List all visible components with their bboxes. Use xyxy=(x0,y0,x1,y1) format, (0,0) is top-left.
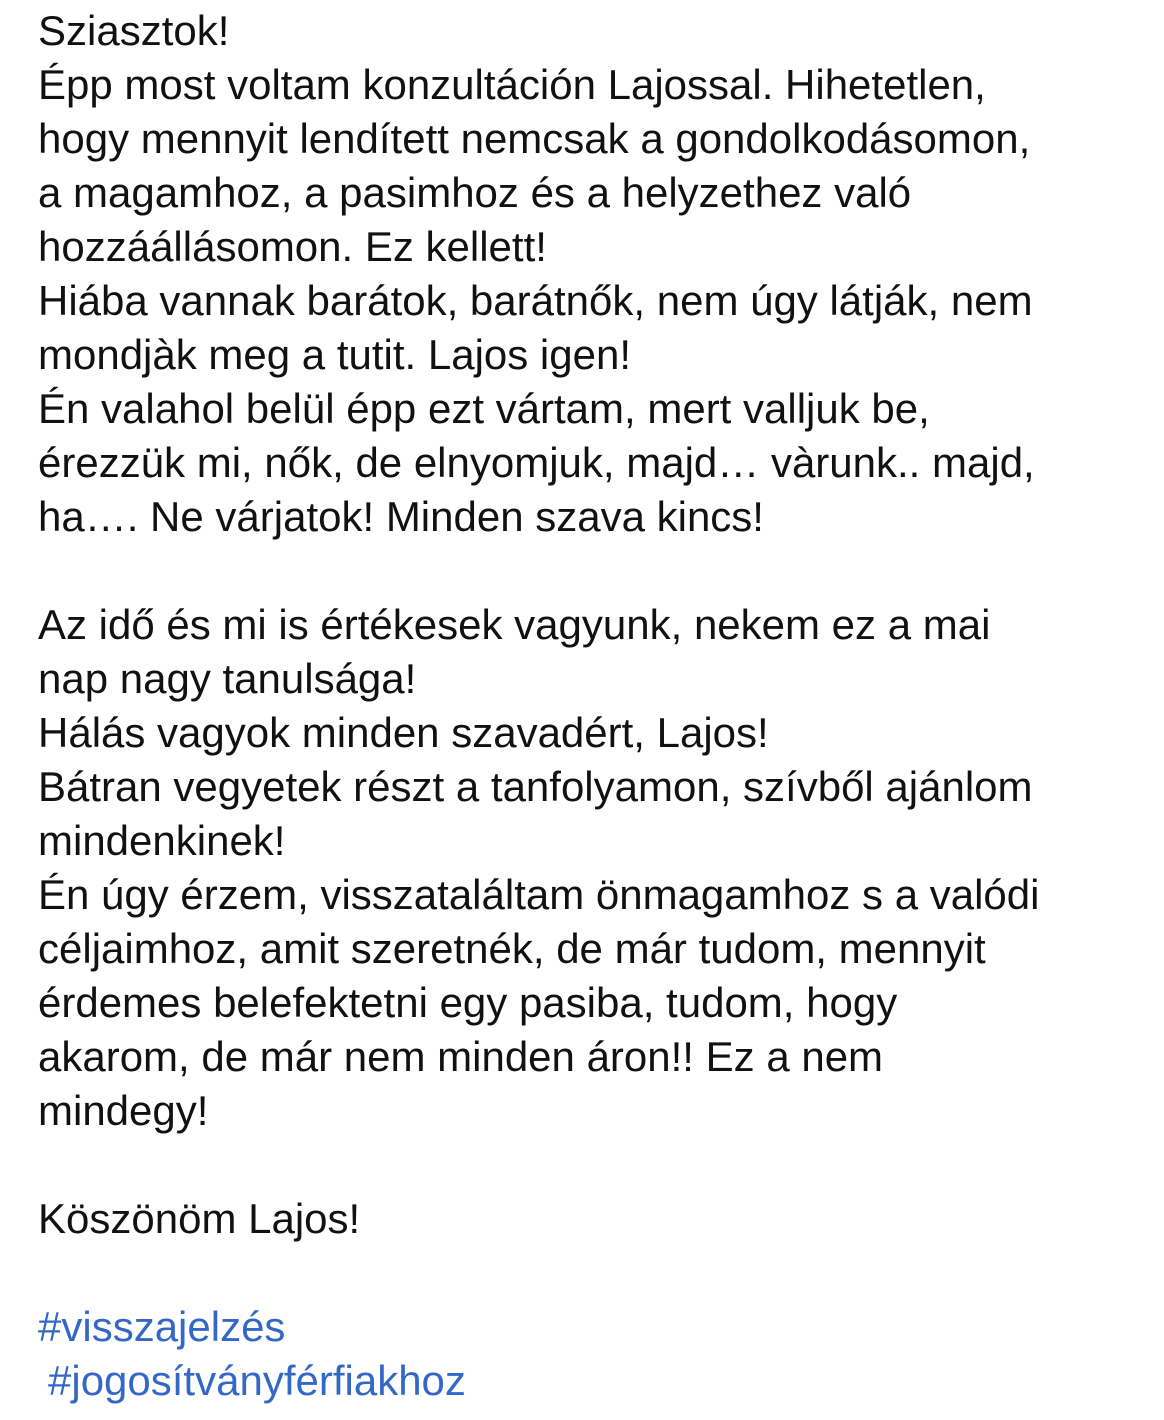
hashtag-link[interactable]: #jogosítványférfiakhoz xyxy=(48,1357,466,1404)
paragraph-1 xyxy=(38,58,1148,544)
text-line: Bátran vegyetek részt a tanfolyamon, szívből ajánlom xyxy=(38,763,1033,810)
text-line: mindegy! xyxy=(38,1087,209,1134)
text-line: Az idő és mi is értékesek vagyunk, nekem ez a mai xyxy=(38,601,991,648)
paragraph-gap xyxy=(38,544,1148,598)
text-line: Én úgy érzem, visszataláltam önmagamhoz s a valódi xyxy=(38,871,1040,918)
text-line: nap nagy tanulsága! xyxy=(38,655,417,702)
text-line: Hálás vagyok minden szavadért, Lajos! xyxy=(38,709,769,756)
post-body xyxy=(38,4,1148,1408)
text-line: hogy mennyit lendített nemcsak a gondolkodásomon, xyxy=(38,115,1031,162)
paragraph-gap xyxy=(38,1246,1148,1300)
text-line: ha…. Ne várjatok! Minden szava kincs! xyxy=(38,493,764,540)
hashtag-link[interactable]: #visszajelzés xyxy=(38,1303,286,1350)
text-line: Épp most voltam konzultáción Lajossal. Hihetetlen, xyxy=(38,61,986,108)
text-line: érdemes belefektetni egy pasiba, tudom, hogy xyxy=(38,979,898,1026)
text-line: mondjàk meg a tutit. Lajos igen! xyxy=(38,331,632,378)
hashtag-list xyxy=(38,1300,1148,1408)
text-line: érezzük mi, nők, de elnyomjuk, majd… vàrunk.. majd, xyxy=(38,439,1035,486)
text-line: Én valahol belül épp ezt vártam, mert valljuk be, xyxy=(38,385,930,432)
text-line: mindenkinek! xyxy=(38,817,286,864)
text-line: hozzáállásomon. Ez kellett! xyxy=(38,223,547,270)
text-line: céljaimhoz, amit szeretnék, de már tudom, mennyit xyxy=(38,925,986,972)
text-line: a magamhoz, a pasimhoz és a helyzethez való xyxy=(38,169,912,216)
paragraph-2 xyxy=(38,598,1148,1138)
greeting-line: Sziasztok! xyxy=(38,7,230,54)
paragraph-gap xyxy=(38,1138,1148,1192)
closing-line: Köszönöm Lajos! xyxy=(38,1195,361,1242)
text-line: akarom, de már nem minden áron!! Ez a nem xyxy=(38,1033,884,1080)
text-line: Hiába vannak barátok, barátnők, nem úgy látják, nem xyxy=(38,277,1033,324)
